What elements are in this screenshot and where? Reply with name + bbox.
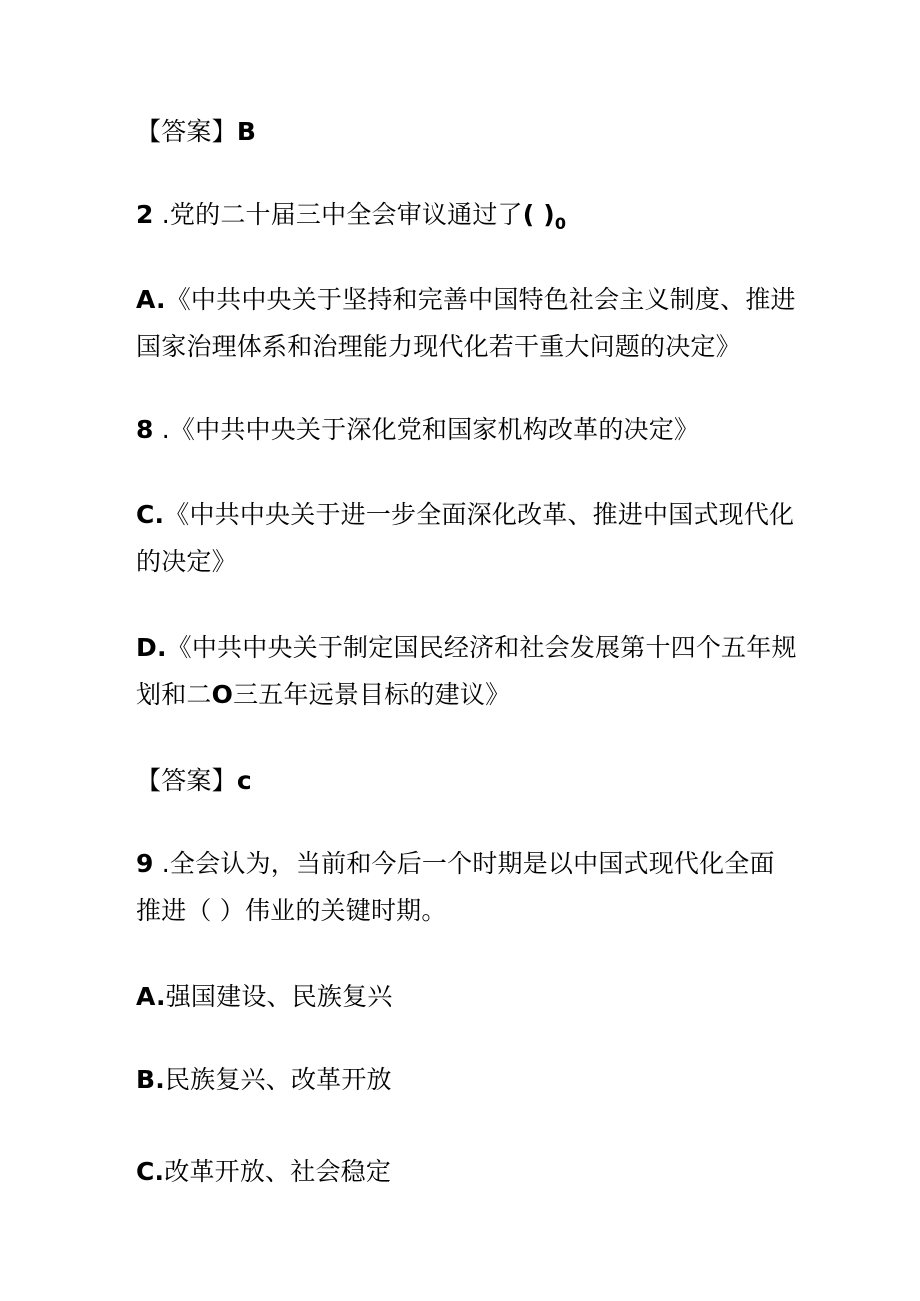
- q3-option-b: [136, 1061, 392, 1099]
- question-3-line-1: [136, 845, 775, 883]
- q3-option-c: [136, 1153, 391, 1191]
- answer-value: c: [236, 766, 252, 795]
- answer-value: B: [236, 117, 257, 146]
- answer-label: 【答案】: [136, 117, 237, 146]
- question-blank: ( ): [522, 200, 555, 229]
- option-d-line-2: [136, 676, 510, 714]
- question-text: .党的二十届三中全会审议通过了: [161, 200, 523, 229]
- question-suffix: 0: [554, 214, 567, 233]
- option-c-text-2: 的决定》: [136, 547, 237, 576]
- question-text-2: 推进（ ）伟业的关键时期。: [136, 896, 447, 925]
- question-3-line-2: [136, 892, 447, 930]
- option-b-line: [136, 411, 699, 449]
- question-number: 9: [136, 849, 154, 878]
- option-a-text: 强国建设、民族复兴: [165, 982, 393, 1011]
- option-d-text-2a: 划和二: [136, 680, 212, 709]
- option-c-line-2: [136, 543, 237, 581]
- option-b-text: .《中共中央关于深化党和国家机构改革的决定》: [161, 415, 700, 444]
- option-c-letter: C.: [136, 1157, 165, 1186]
- option-b-letter: B.: [136, 1065, 165, 1094]
- answer-line-1: [136, 113, 256, 151]
- option-d-line-1: [136, 629, 797, 667]
- option-a-line-1: [136, 281, 796, 319]
- option-a-line-2: [136, 328, 741, 366]
- q3-option-a: [136, 978, 393, 1016]
- question-text-1: .全会认为，当前和今后一个时期是以中国式现代化全面: [161, 849, 775, 878]
- option-d-text-2o: O: [211, 680, 234, 709]
- option-d-text-1: 《中共中央关于制定国民经济和社会发展第十四个五年规: [166, 633, 797, 662]
- answer-line-2: [136, 762, 252, 800]
- option-b-text: 民族复兴、改革开放: [164, 1065, 392, 1094]
- question-number: 2: [136, 200, 154, 229]
- option-c-letter: C.: [136, 500, 165, 529]
- option-c-text: 改革开放、社会稳定: [164, 1157, 392, 1186]
- option-a-letter: A.: [136, 285, 166, 314]
- option-d-text-2b: 三五年远景目标的建议》: [233, 680, 511, 709]
- option-c-line-1: [136, 496, 794, 534]
- answer-label: 【答案】: [136, 766, 237, 795]
- option-a-letter: A.: [136, 982, 166, 1011]
- option-a-text-1: 《中共中央关于坚持和完善中国特色社会主义制度、推进: [165, 285, 796, 314]
- option-a-text-2: 国家治理体系和治理能力现代化若干重大问题的决定》: [136, 332, 741, 361]
- question-2: [136, 196, 566, 243]
- option-b-letter: 8: [136, 415, 154, 444]
- option-d-letter: D.: [136, 633, 167, 662]
- option-c-text-1: 《中共中央关于进一步全面深化改革、推进中国式现代化: [164, 500, 795, 529]
